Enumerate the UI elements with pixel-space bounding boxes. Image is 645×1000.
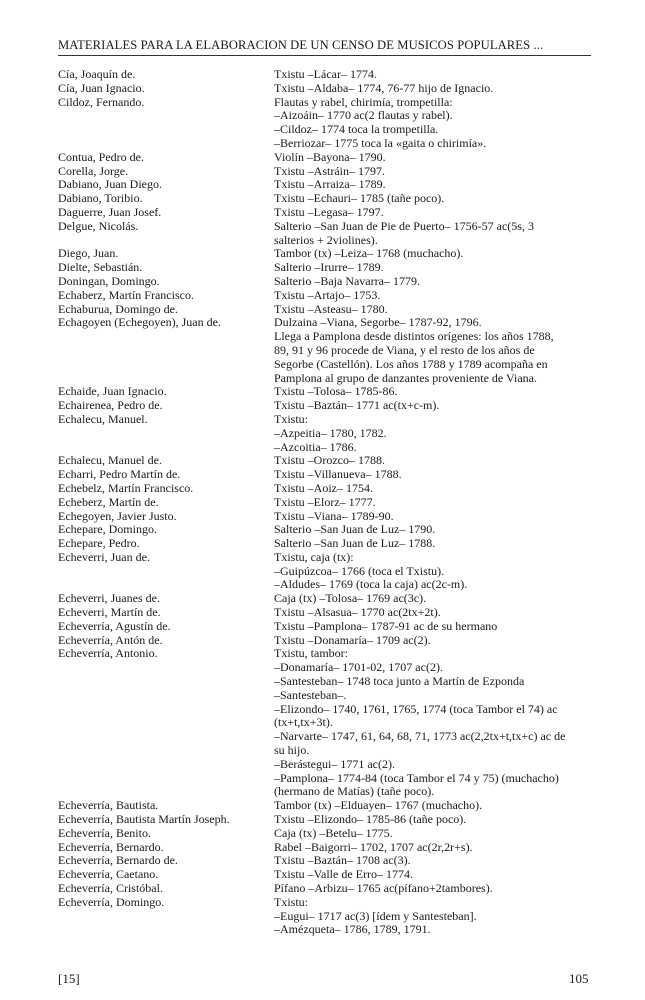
detail-line: Txistu, tambor: bbox=[274, 646, 348, 661]
musician-name: Echagoyen (Echegoyen), Juan de. bbox=[58, 315, 221, 330]
detail-line: Llega a Pamplona desde distintos orígenes: los años 1788, bbox=[274, 329, 554, 344]
detail-line: Txistu –Elorz– 1777. bbox=[274, 494, 376, 509]
census-entry bbox=[58, 606, 598, 620]
detail-line: Txistu –Astráin– 1797. bbox=[274, 163, 385, 178]
census-entry bbox=[58, 385, 598, 399]
musician-name: Echepare, Pedro. bbox=[58, 536, 140, 551]
detail-line: Salterio –San Juan de Luz– 1788. bbox=[274, 536, 436, 551]
musician-details bbox=[274, 841, 598, 855]
footer-section-number: [15] bbox=[58, 971, 80, 986]
musician-details bbox=[274, 647, 598, 799]
census-entry bbox=[58, 96, 598, 151]
detail-line: Txistu –Arraiza– 1789. bbox=[274, 177, 386, 192]
census-entry bbox=[58, 841, 598, 855]
detail-line: Salterio –Irurre– 1789. bbox=[274, 260, 384, 275]
census-entry bbox=[58, 165, 598, 179]
census-entry bbox=[58, 220, 598, 248]
detail-line: Txistu –Orozco– 1788. bbox=[274, 453, 385, 468]
musician-details bbox=[274, 151, 598, 165]
detail-line: –Pamplona– 1774-84 (toca Tambor el 74 y 75) (muchacho) bbox=[274, 770, 559, 785]
detail-line: Txistu –Villanueva– 1788. bbox=[274, 467, 402, 482]
musician-details bbox=[274, 303, 598, 317]
census-entry bbox=[58, 151, 598, 165]
detail-line: –Elizondo– 1740, 1761, 1765, 1774 (toca Tambor el 74) ac bbox=[274, 701, 558, 716]
detail-line: –Cildoz– 1774 toca la trompetilla. bbox=[274, 122, 439, 137]
detail-line: Txistu: bbox=[274, 411, 309, 426]
detail-line: salterios + 2violines). bbox=[274, 232, 378, 247]
musician-name: Echeverría, Caetano. bbox=[58, 867, 159, 882]
musician-name: Dabiano, Juan Diego. bbox=[58, 177, 162, 192]
detail-line: –Aizoáin– 1770 ac(2 flautas y rabel). bbox=[274, 108, 453, 123]
musician-details bbox=[274, 82, 598, 96]
census-entry bbox=[58, 799, 598, 813]
musician-details bbox=[274, 606, 598, 620]
census-entry bbox=[58, 413, 598, 454]
musician-details bbox=[274, 316, 598, 385]
musician-details bbox=[274, 468, 598, 482]
detail-line: Salterio –Baja Navarra– 1779. bbox=[274, 273, 420, 288]
musician-name: Echeverría, Bernardo de. bbox=[58, 853, 178, 868]
detail-line: Pamplona al grupo de danzantes proveniente de Viana. bbox=[274, 370, 537, 385]
census-entry bbox=[58, 620, 598, 634]
musician-details bbox=[274, 247, 598, 261]
census-entry bbox=[58, 882, 598, 896]
census-entry bbox=[58, 206, 598, 220]
detail-line: Txistu –Legasa– 1797. bbox=[274, 204, 384, 219]
detail-line: Txistu –Tolosa– 1785-86. bbox=[274, 384, 398, 399]
detail-line: –Azpeitia– 1780, 1782. bbox=[274, 425, 387, 440]
musician-details bbox=[274, 68, 598, 82]
census-entry bbox=[58, 647, 598, 799]
detail-line: Salterio –San Juan de Pie de Puerto– 1756-57 ac(5s, 3 bbox=[274, 218, 534, 233]
detail-line: Segorbe (Castellón). Los años 1788 y 1789 acompaña en bbox=[274, 356, 548, 371]
musician-details bbox=[274, 289, 598, 303]
musician-name: Corella, Jorge. bbox=[58, 163, 129, 178]
musician-name: Echeverri, Juanes de. bbox=[58, 591, 160, 606]
musician-details bbox=[274, 165, 598, 179]
musician-details bbox=[274, 178, 598, 192]
detail-line: Txistu –Donamaría– 1709 ac(2). bbox=[274, 632, 431, 647]
census-entry bbox=[58, 592, 598, 606]
musician-details bbox=[274, 413, 598, 454]
musician-details bbox=[274, 385, 598, 399]
musician-details bbox=[274, 220, 598, 248]
musician-name: Echaburua, Domingo de. bbox=[58, 301, 178, 316]
detail-line: Txistu, caja (tx): bbox=[274, 549, 354, 564]
musician-name: Echeverri, Juan de. bbox=[58, 549, 150, 564]
detail-line: Txistu –Aoiz– 1754. bbox=[274, 480, 373, 495]
musician-details bbox=[274, 813, 598, 827]
musician-details bbox=[274, 537, 598, 551]
detail-line: –Aldudes– 1769 (toca la caja) ac(2c-m). bbox=[274, 577, 468, 592]
musician-name: Echaberz, Martín Francisco. bbox=[58, 287, 194, 302]
detail-line: Dulzaina –Viana, Segorbe– 1787-92, 1796. bbox=[274, 315, 482, 330]
detail-line: Txistu –Echauri– 1785 (tañe poco). bbox=[274, 191, 445, 206]
musician-name: Cía, Joaquín de. bbox=[58, 67, 136, 81]
detail-line: –Santesteban–. bbox=[274, 687, 347, 702]
musician-name: Daguerre, Juan Josef. bbox=[58, 204, 162, 219]
musician-details bbox=[274, 896, 598, 937]
detail-line: Flautas y rabel, chirimía, trompetilla: bbox=[274, 94, 453, 109]
census-entry bbox=[58, 247, 598, 261]
census-entry bbox=[58, 192, 598, 206]
musician-name: Cía, Juan Ignacio. bbox=[58, 80, 145, 95]
census-entry bbox=[58, 178, 598, 192]
detail-line: –Amézqueta– 1786, 1789, 1791. bbox=[274, 922, 431, 937]
census-entry bbox=[58, 454, 598, 468]
census-entry bbox=[58, 261, 598, 275]
census-entry bbox=[58, 468, 598, 482]
musician-name: Echeverría, Bernardo. bbox=[58, 839, 164, 854]
musician-name: Echeverri, Martín de. bbox=[58, 605, 161, 620]
detail-line: –Eugui– 1717 ac(3) [ídem y Santesteban]. bbox=[274, 908, 477, 923]
musician-name: Delgue, Nicolás. bbox=[58, 218, 139, 233]
detail-line: Violín –Bayona– 1790. bbox=[274, 149, 386, 164]
census-entry bbox=[58, 634, 598, 648]
detail-line: Txistu –Pamplona– 1787-91 ac de su hermano bbox=[274, 618, 498, 633]
detail-line: Txistu –Viana– 1789-90. bbox=[274, 508, 394, 523]
detail-line: Txistu –Aldaba– 1774, 76-77 hijo de Ignacio. bbox=[274, 80, 494, 95]
detail-line: Txistu: bbox=[274, 894, 309, 909]
musician-details bbox=[274, 399, 598, 413]
detail-line: su hijo. bbox=[274, 743, 310, 758]
detail-line: Rabel –Baigorri– 1702, 1707 ac(2r,2r+s). bbox=[274, 839, 473, 854]
musician-details bbox=[274, 799, 598, 813]
musician-name: Echeverría, Agustín de. bbox=[58, 618, 171, 633]
musician-name: Echepare, Domingo. bbox=[58, 522, 157, 537]
musician-details bbox=[274, 454, 598, 468]
detail-line: Txistu –Baztán– 1771 ac(tx+c-m). bbox=[274, 398, 440, 413]
musician-details bbox=[274, 206, 598, 220]
musician-name: Echaide, Juan Ignacio. bbox=[58, 384, 167, 399]
detail-line: –Narvarte– 1747, 61, 64, 68, 71, 1773 ac(2,2tx+t,tx+c) ac de bbox=[274, 729, 566, 744]
detail-line: 89, 91 y 96 procede de Viana, y el resto de los años de bbox=[274, 342, 535, 357]
census-entry bbox=[58, 68, 598, 82]
musician-name: Echeverría, Benito. bbox=[58, 825, 151, 840]
census-entry bbox=[58, 275, 598, 289]
census-entry bbox=[58, 303, 598, 317]
musician-name: Echeverría, Cristóbal. bbox=[58, 881, 163, 896]
detail-line: Txistu –Valle de Erro– 1774. bbox=[274, 867, 413, 882]
census-entry bbox=[58, 496, 598, 510]
census-entry bbox=[58, 813, 598, 827]
detail-line: –Santesteban– 1748 toca junto a Martín de Ezponda bbox=[274, 674, 525, 689]
census-entry bbox=[58, 82, 598, 96]
musician-details bbox=[274, 634, 598, 648]
musician-details bbox=[274, 482, 598, 496]
census-entry bbox=[58, 523, 598, 537]
census-entry bbox=[58, 854, 598, 868]
census-entry bbox=[58, 316, 598, 385]
musician-name: Diego, Juan. bbox=[58, 246, 119, 261]
detail-line: Tambor (tx) –Elduayen– 1767 (muchacho). bbox=[274, 798, 483, 813]
musician-name: Echeverría, Antonio. bbox=[58, 646, 158, 661]
musician-name: Echeverría, Bautista. bbox=[58, 798, 159, 813]
census-entry bbox=[58, 537, 598, 551]
detail-line: (hermano de Matías) (tañe poco). bbox=[274, 784, 435, 799]
musician-name: Echeverría, Bautista Martín Joseph. bbox=[58, 812, 230, 827]
detail-line: Txistu –Alsasua– 1770 ac(2tx+2t). bbox=[274, 605, 441, 620]
detail-line: –Berriozar– 1775 toca la «gaita o chirimía». bbox=[274, 135, 487, 150]
musician-details bbox=[274, 192, 598, 206]
detail-line: Tambor (tx) –Leiza– 1768 (muchacho). bbox=[274, 246, 464, 261]
musician-name: Dabiano, Toribio. bbox=[58, 191, 143, 206]
musician-details bbox=[274, 275, 598, 289]
detail-line: –Berástegui– 1771 ac(2). bbox=[274, 756, 395, 771]
detail-line: –Azcoitia– 1786. bbox=[274, 439, 357, 454]
detail-line: Salterio –San Juan de Luz– 1790. bbox=[274, 522, 436, 537]
census-entry bbox=[58, 399, 598, 413]
musician-name: Echegoyen, Javier Justo. bbox=[58, 508, 177, 523]
detail-line: Txistu –Artajo– 1753. bbox=[274, 287, 381, 302]
musician-details bbox=[274, 620, 598, 634]
musician-details bbox=[274, 868, 598, 882]
musician-name: Echalecu, Manuel de. bbox=[58, 453, 162, 468]
detail-line: Caja (tx) –Tolosa– 1769 ac(3c). bbox=[274, 591, 427, 606]
detail-line: (tx+t,tx+3t). bbox=[274, 715, 333, 730]
running-header: MATERIALES PARA LA ELABORACION DE UN CENSO DE MUSICOS POPULARES ... bbox=[58, 38, 544, 52]
detail-line: Pífano –Arbizu– 1765 ac(pífano+2tambores). bbox=[274, 881, 493, 896]
detail-line: Txistu –Asteasu– 1780. bbox=[274, 301, 388, 316]
musician-details bbox=[274, 551, 598, 592]
musician-name: Echalecu, Manuel. bbox=[58, 411, 148, 426]
census-entry bbox=[58, 551, 598, 592]
musician-name: Echairenea, Pedro de. bbox=[58, 398, 163, 413]
detail-line: –Donamaría– 1701-02, 1707 ac(2). bbox=[274, 660, 443, 675]
census-entry bbox=[58, 289, 598, 303]
musician-name: Dielte, Sebastián. bbox=[58, 260, 143, 275]
census-entry bbox=[58, 868, 598, 882]
detail-line: Caja (tx) –Betelu– 1775. bbox=[274, 825, 393, 840]
musician-details bbox=[274, 882, 598, 896]
page-number: 105 bbox=[569, 971, 589, 986]
census-entry bbox=[58, 827, 598, 841]
detail-line: –Guipúzcoa– 1766 (toca el Txistu). bbox=[274, 563, 445, 578]
census-entry bbox=[58, 482, 598, 496]
musician-name: Echarri, Pedro Martín de. bbox=[58, 467, 181, 482]
census-entry-list bbox=[58, 68, 598, 937]
detail-line: Txistu –Elizondo– 1785-86 (tañe poco). bbox=[274, 812, 467, 827]
musician-name: Echeberz, Martín de. bbox=[58, 494, 159, 509]
musician-name: Echeverría, Antón de. bbox=[58, 632, 163, 647]
musician-details bbox=[274, 592, 598, 606]
musician-name: Contua, Pedro de. bbox=[58, 149, 144, 164]
musician-details bbox=[274, 261, 598, 275]
detail-line: Txistu –Baztán– 1708 ac(3). bbox=[274, 853, 411, 868]
census-entry bbox=[58, 896, 598, 937]
musician-details bbox=[274, 854, 598, 868]
header-rule bbox=[58, 55, 591, 56]
census-entry bbox=[58, 510, 598, 524]
detail-line: Txistu –Lácar– 1774. bbox=[274, 67, 377, 81]
musician-name: Echebelz, Martín Francisco. bbox=[58, 480, 194, 495]
musician-details bbox=[274, 496, 598, 510]
musician-details bbox=[274, 96, 598, 151]
musician-name: Doningan, Domingo. bbox=[58, 273, 160, 288]
musician-name: Cildoz, Fernando. bbox=[58, 94, 145, 109]
musician-details bbox=[274, 510, 598, 524]
musician-details bbox=[274, 523, 598, 537]
musician-details bbox=[274, 827, 598, 841]
musician-name: Echeverría, Domingo. bbox=[58, 894, 165, 909]
